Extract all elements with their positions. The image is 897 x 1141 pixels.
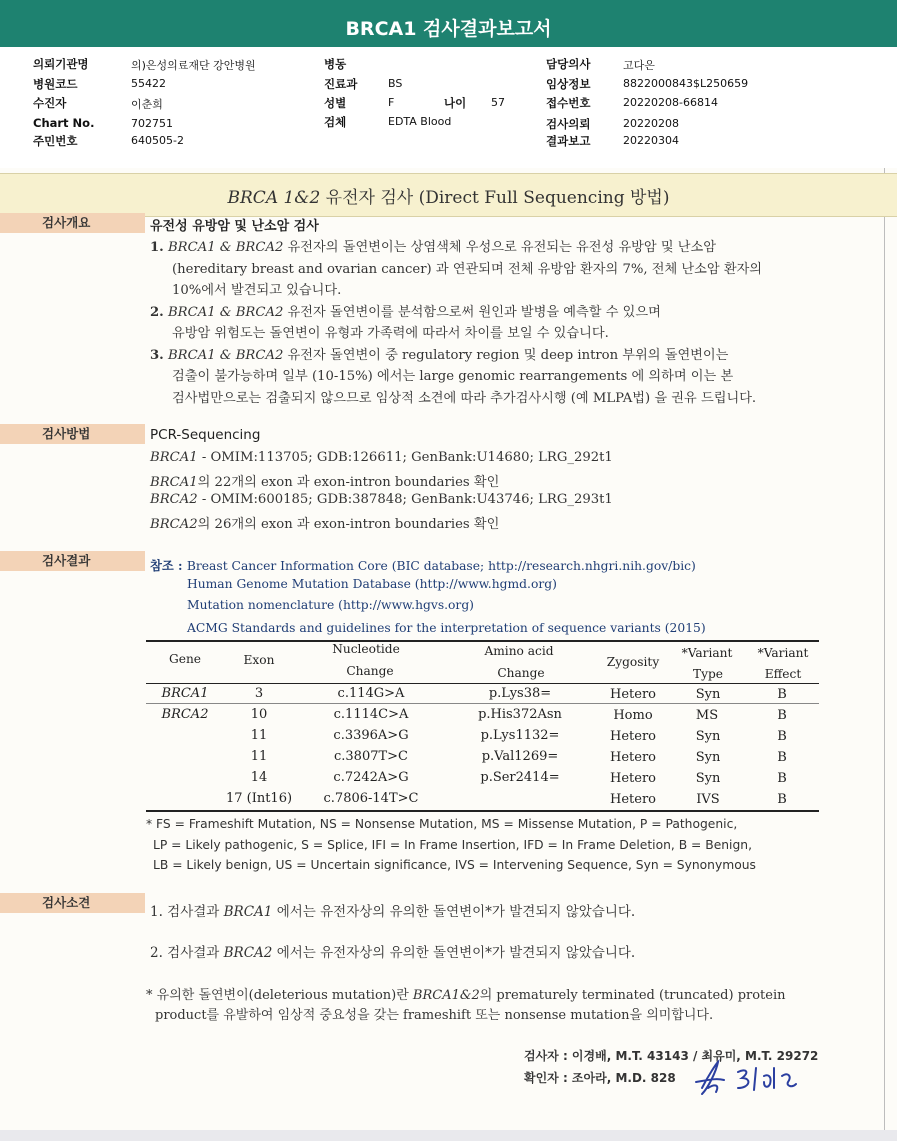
label-sex: 성별 [324, 96, 347, 110]
test-title-rest: 유전자 검사 (Direct Full Sequencing 방법) [320, 188, 670, 208]
method-brca2-exons [150, 513, 499, 532]
cell-zygosity: Hetero [610, 792, 656, 807]
method-brca2-refs [150, 492, 613, 507]
scanned-report [0, 168, 897, 1130]
cell-variant-effect: B [777, 750, 787, 765]
th-zygosity: Zygosity [606, 655, 660, 669]
label-clinical-info: 임상정보 [546, 77, 591, 91]
item-2-genes: BRCA1 & BRCA2 [167, 305, 284, 320]
label-patient: 수진자 [33, 96, 67, 110]
value-request-date: 20220208 [623, 117, 679, 130]
cell-exon: 11 [250, 728, 268, 743]
conclusion-note-line-1 [146, 984, 786, 1003]
overview-item-3 [150, 344, 728, 363]
handwritten-signature [694, 1058, 814, 1102]
label-age: 나이 [444, 96, 467, 110]
cell-nucleotide: c.3396A>G [333, 728, 409, 743]
cell-zygosity: Homo [613, 708, 653, 723]
item-3-line-1: 유전자 돌연변이 중 regulatory region 및 deep intron 부위의 돌연변이는 [283, 348, 729, 363]
label-requesting-institution: 의뢰기관명 [33, 57, 89, 71]
value-sex: F [388, 96, 395, 109]
cell-variant-effect: B [777, 687, 787, 702]
table-header-rule [146, 683, 819, 684]
item-2-number: 2. [150, 305, 164, 320]
cell-nucleotide: c.7806-14T>C [323, 791, 419, 806]
th-nucleotide-2: Change [346, 664, 394, 678]
method-brca1-name: BRCA1 [150, 450, 198, 465]
conclusion-1-pre: 1. 검사결과 [150, 904, 224, 920]
cell-variant-type: IVS [696, 792, 720, 807]
report-title: BRCA1 검사결과보고서 [0, 0, 897, 47]
label-ward: 병동 [324, 57, 347, 71]
cell-gene: BRCA1 [161, 686, 209, 701]
reference-1 [150, 556, 696, 574]
conclusion-note-line-2: product를 유발하여 임상적 중요성을 갖는 frameshift 또는 nonsense mutation을 의미합니다. [155, 1008, 714, 1023]
cell-gene: BRCA2 [161, 707, 209, 722]
conclusion-2-gene: BRCA2 [223, 945, 273, 961]
item-2-line-2: 유방암 위험도는 돌연변이 유형과 가족력에 따라서 차이를 보일 수 있습니다. [172, 326, 609, 341]
cell-zygosity: Hetero [610, 750, 656, 765]
table-row-rule [146, 703, 819, 704]
method-brca2-exons-text: 의 26개의 exon 과 exon-intron boundaries 확인 [197, 517, 500, 532]
cell-nucleotide: c.114G>A [337, 686, 405, 701]
item-1-line-3: 10%에서 발견되고 있습니다. [172, 283, 342, 298]
overview-heading: 유전성 유방암 및 난소암 검사 [150, 219, 319, 234]
reference-4: ACMG Standards and guidelines for the interpretation of sequence variants (2015) [187, 621, 706, 635]
value-hospital-code: 55422 [131, 77, 166, 90]
method-brca1-name-2: BRCA1 [150, 475, 198, 490]
item-1-line-1: 유전자의 돌연변이는 상염색체 우성으로 유전되는 유전성 유방암 및 난소암 [283, 240, 716, 255]
method-brca1-refs-text: - OMIM:113705; GDB:126611; GenBank:U14680; LRG_292t1 [197, 450, 613, 465]
item-3-line-3: 검사법만으로는 검출되지 않으므로 임상적 소견에 따라 추가검사시행 (예 MLPA법) 을 권유 드립니다. [172, 391, 757, 406]
section-overview: 검사개요 [0, 213, 145, 233]
method-brca1-exons [150, 471, 499, 490]
footnote-line-3: LB = Likely benign, US = Uncertain significance, IVS = Intervening Sequence, Syn = Synonymous [153, 858, 756, 872]
test-title [0, 183, 897, 208]
reference-1-text: Breast Cancer Information Core (BIC database; http://research.nhgri.nih.gov/bic) [186, 559, 696, 573]
cell-variant-type: Syn [695, 771, 721, 786]
patient-info [0, 0, 897, 160]
conclusion-2-pre: 2. 검사결과 [150, 945, 224, 961]
conclusion-2 [150, 941, 635, 961]
cell-exon: 11 [250, 749, 268, 764]
overview-item-2 [150, 301, 661, 320]
cell-variant-effect: B [777, 729, 787, 744]
cell-zygosity: Hetero [610, 771, 656, 786]
label-report-date: 결과보고 [546, 134, 591, 148]
label-resident-number: 주민번호 [33, 134, 78, 148]
section-conclusion: 검사소견 [0, 893, 145, 913]
cell-amino-acid: p.His372Asn [478, 707, 562, 722]
cell-amino-acid: p.Ser2414= [480, 770, 560, 785]
cell-amino-acid: p.Lys1132= [480, 728, 560, 743]
examiner-line: 검사자 : 이경배, M.T. 43143 / 최유미, M.T. 29272 [524, 1049, 819, 1063]
value-physician: 고다은 [623, 59, 655, 72]
value-chart-no: 702751 [131, 117, 173, 130]
method-brca2-refs-text: - OMIM:600185; GDB:387848; GenBank:U43746; LRG_293t1 [197, 492, 613, 507]
th-variant-effect-1: *Variant [757, 646, 809, 660]
th-exon: Exon [243, 653, 275, 667]
method-brca1-refs [150, 450, 613, 465]
label-specimen: 검체 [324, 115, 347, 129]
label-physician: 담당의사 [546, 57, 591, 71]
th-nucleotide-1: Nucleotide [332, 642, 400, 656]
note-pre: * 유의한 돌연변이(deleterious mutation)란 [146, 988, 413, 1003]
item-1-genes: BRCA1 & BRCA2 [167, 240, 284, 255]
value-clinical-info: 8822000843$L250659 [623, 77, 749, 90]
item-1-line-2: (hereditary breast and ovarian cancer) 과 연관되며 전체 유방암 환자의 7%, 전체 난소암 환자의 [172, 262, 763, 277]
method-brca1-exons-text: 의 22개의 exon 과 exon-intron boundaries 확인 [197, 475, 500, 490]
item-3-number: 3. [150, 348, 164, 363]
cell-variant-effect: B [777, 792, 787, 807]
reference-3: Mutation nomenclature (http://www.hgvs.org) [187, 598, 474, 612]
bottom-scroll-area [0, 1130, 897, 1141]
cell-amino-acid: p.Val1269= [481, 749, 559, 764]
cell-zygosity: Hetero [610, 729, 656, 744]
conclusion-2-post: 에서는 유전자상의 유의한 돌연변이*가 발견되지 않았습니다. [272, 945, 636, 961]
cell-zygosity: Hetero [610, 687, 656, 702]
value-report-date: 20220304 [623, 134, 679, 147]
note-gene: BRCA1&2 [412, 988, 480, 1003]
value-requesting-institution: 의)은성의료재단 강안병원 [131, 59, 256, 72]
th-amino-acid-1: Amino acid [484, 644, 554, 658]
label-receipt-number: 접수번호 [546, 96, 591, 110]
cell-variant-effect: B [777, 708, 787, 723]
th-variant-type-2: Type [692, 667, 724, 681]
table-bottom-rule [146, 810, 819, 812]
item-2-line-1: 유전자 돌연변이를 분석함으로써 원인과 발병을 예측할 수 있으며 [283, 305, 661, 320]
cell-amino-acid: p.Lys38= [488, 686, 552, 701]
conclusion-1 [150, 900, 635, 920]
value-specimen: EDTA Blood [388, 115, 452, 128]
cell-exon: 3 [254, 686, 264, 701]
cell-nucleotide: c.7242A>G [333, 770, 409, 785]
note-post: 의 prematurely terminated (truncated) protein [479, 988, 786, 1003]
cell-exon: 17 (Int16) [225, 791, 293, 806]
test-title-bar [0, 173, 897, 217]
value-department: BS [388, 77, 403, 90]
cell-exon: 14 [250, 770, 268, 785]
label-chart-no: Chart No. [33, 116, 95, 130]
value-receipt-number: 20220208-66814 [623, 96, 718, 109]
footnote-line-2: LP = Likely pathogenic, S = Splice, IFI = In Frame Insertion, IFD = In Frame Deletion, B = Benign, [153, 838, 752, 852]
label-request-date: 검사의뢰 [546, 117, 591, 131]
cell-variant-effect: B [777, 771, 787, 786]
section-result: 검사결과 [0, 551, 145, 571]
overview-item-1 [150, 236, 716, 255]
value-patient: 이춘희 [131, 98, 163, 111]
cell-variant-type: MS [695, 708, 719, 723]
method-brca2-name: BRCA2 [150, 492, 198, 507]
conclusion-1-post: 에서는 유전자상의 유의한 돌연변이*가 발견되지 않았습니다. [272, 904, 636, 920]
item-3-line-2: 검출이 불가능하며 일부 (10-15%) 에서는 large genomic rearrangements 에 의하며 이는 본 [172, 369, 734, 384]
item-1-number: 1. [150, 240, 164, 255]
reference-prefix: 참조 : [150, 558, 187, 573]
reference-2: Human Genome Mutation Database (http://www.hgmd.org) [187, 577, 557, 591]
th-variant-effect-2: Effect [764, 667, 802, 681]
th-variant-type-1: *Variant [681, 646, 733, 660]
th-amino-acid-2: Change [497, 666, 545, 680]
page-edge [884, 168, 885, 1130]
method-brca2-name-2: BRCA2 [150, 517, 198, 532]
footnote-line-1: * FS = Frameshift Mutation, NS = Nonsense Mutation, MS = Missense Mutation, P = Pathogenic, [146, 817, 738, 831]
confirmer-line: 확인자 : 조아라, M.D. 828 [524, 1071, 676, 1085]
method-heading: PCR-Sequencing [150, 427, 261, 443]
cell-nucleotide: c.3807T>C [333, 749, 409, 764]
label-department: 진료과 [324, 77, 358, 91]
test-title-gene: BRCA 1&2 [227, 188, 321, 208]
conclusion-1-gene: BRCA1 [223, 904, 273, 920]
cell-variant-type: Syn [695, 750, 721, 765]
cell-variant-type: Syn [695, 729, 721, 744]
value-age: 57 [491, 96, 505, 109]
value-resident-number: 640505-2 [131, 134, 184, 147]
cell-variant-type: Syn [695, 687, 721, 702]
cell-nucleotide: c.1114C>A [333, 707, 409, 722]
section-method: 검사방법 [0, 424, 145, 444]
th-gene: Gene [168, 652, 202, 666]
label-hospital-code: 병원코드 [33, 77, 78, 91]
cell-exon: 10 [250, 707, 268, 722]
item-3-genes: BRCA1 & BRCA2 [167, 348, 284, 363]
